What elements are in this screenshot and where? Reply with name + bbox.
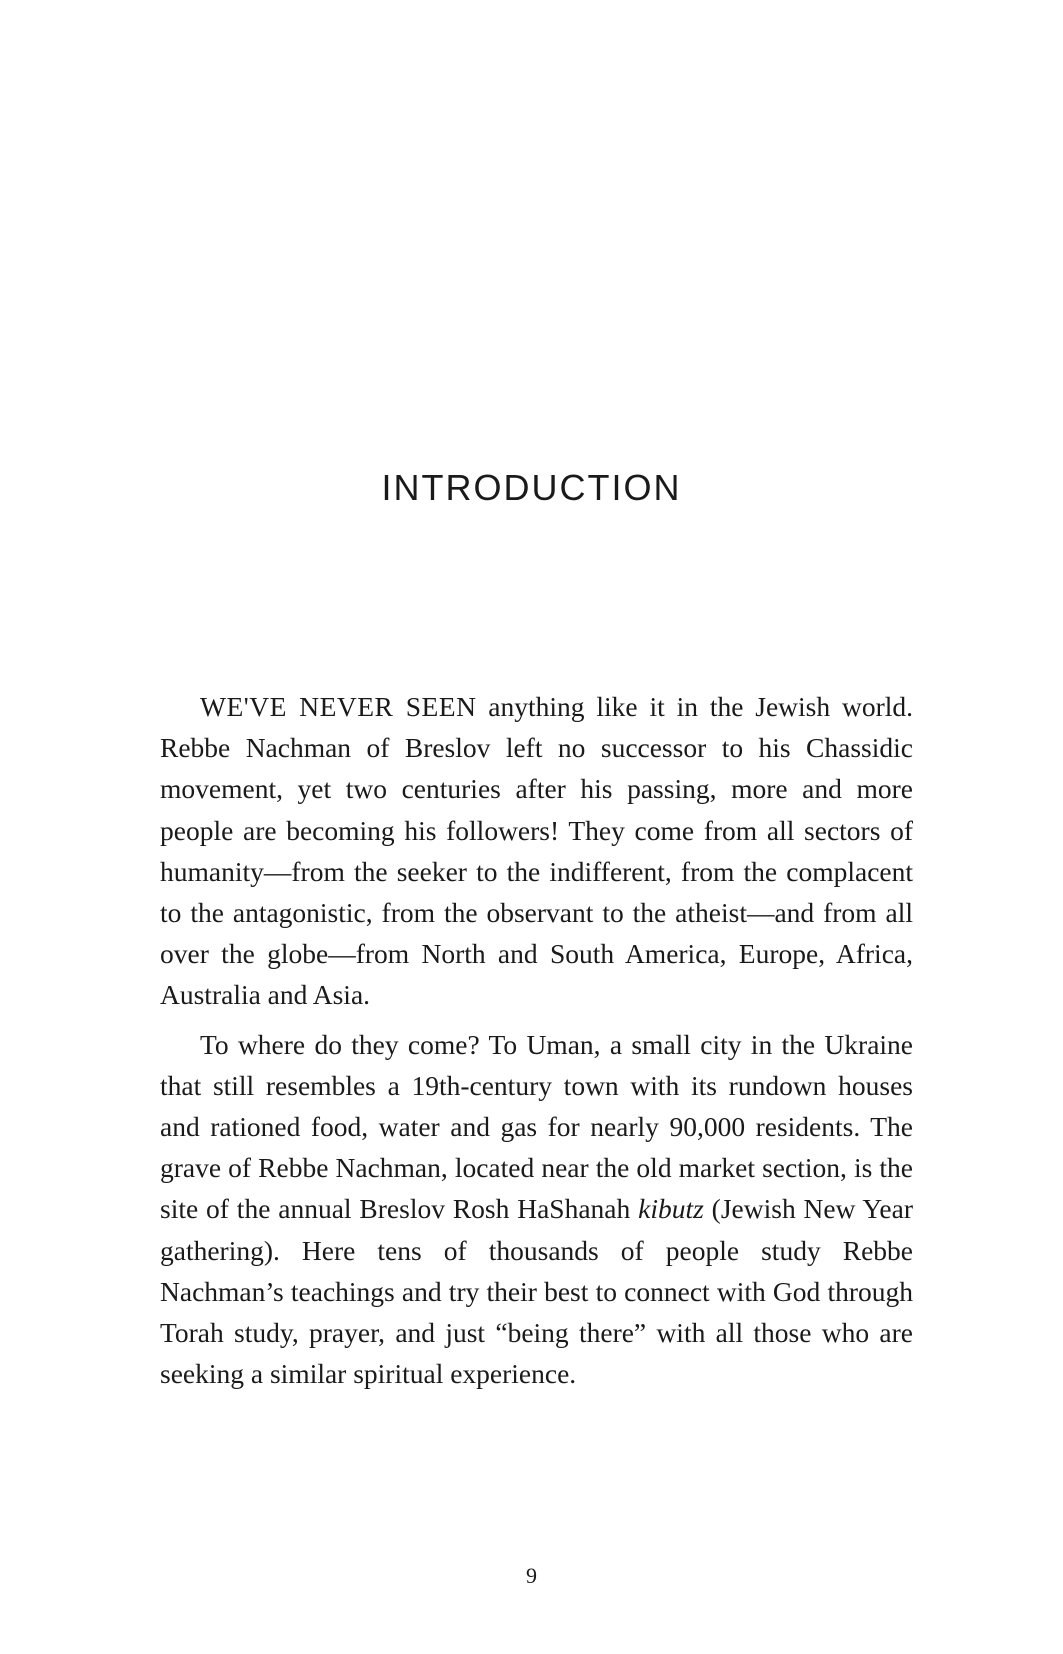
- paragraph-1: [160, 686, 913, 1016]
- paragraph-2-text-end: (Jewish New Year gathering). Here tens of thousands of people study Rebbe Nachman’s teachings and try their best to connect with God through Torah study, prayer, and just “being there” with all those who are seeking a similar spiritual experience.: [160, 1193, 913, 1390]
- body-text: [160, 686, 913, 1394]
- paragraph-2-text-start: To where do they come? To Uman, a small city in the Ukraine that still resembles a 19th-century town with its rundown houses and rationed food, water and gas for nearly 90,000 residents. The grave of Rebbe Nachman, located near the old market section, is the site of the annual Breslov Rosh HaShanah: [160, 1028, 913, 1225]
- paragraph-lead-in: WE'VE NEVER SEEN: [200, 691, 477, 722]
- paragraph-1-text: anything like it in the Jewish world. Rebbe Nachman of Breslov left no successor to his Chassidic movement, yet two centuries after his passing, more and more people are becoming his followers! They come from all sectors of humanity—from the seeker to the indifferent, from the complacent to the antagonistic, from the observant to the atheist—and from all over the globe—from North and South America, Europe, Africa, Australia and Asia.: [160, 691, 913, 1011]
- page-number: 9: [526, 1563, 537, 1588]
- italic-term: kibutz: [638, 1193, 704, 1225]
- chapter-title: INTRODUCTION: [381, 467, 682, 508]
- paragraph-2: [160, 1024, 913, 1395]
